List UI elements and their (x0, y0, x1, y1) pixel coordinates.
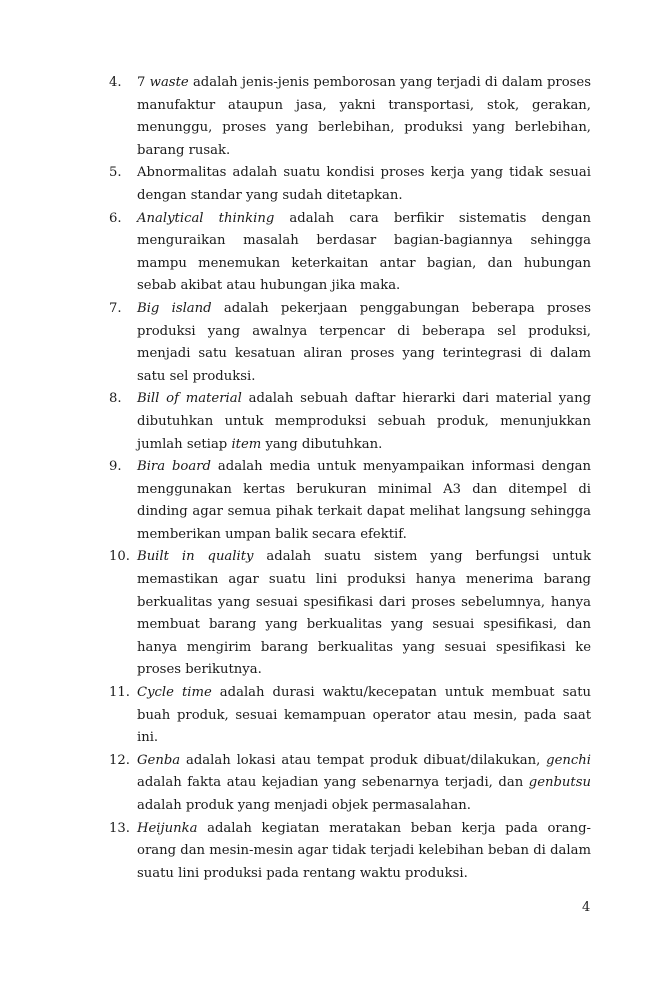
term: Bill of material (137, 391, 242, 407)
term: Heijunka (137, 820, 198, 836)
list-item (109, 298, 591, 388)
term: Big island (137, 300, 212, 316)
term: item (231, 436, 262, 452)
list-item (109, 682, 591, 750)
term: Cycle time (137, 685, 212, 701)
list-item (109, 750, 591, 818)
definition: adalah sebuah daftar hierarki dari material yang dibutuhkan untuk memproduksi sebuah produk, menunjukkan jumlah setiap (137, 391, 592, 452)
definition: adalah lokasi atau tempat produk dibuat/dilakukan, (180, 752, 547, 768)
term: genchi (546, 752, 591, 768)
term: Analytical thinking (137, 210, 275, 226)
list-item (109, 546, 591, 682)
definition: Abnormalitas adalah suatu kondisi proses kerja yang tidak sesuai dengan standar yang sudah ditetapkan. (137, 165, 591, 203)
item-number: 10. (109, 549, 130, 565)
term: Bira board (137, 459, 211, 475)
list-item (109, 818, 591, 886)
list-item (109, 388, 591, 456)
term: genbutsu (528, 775, 591, 791)
list-item (109, 456, 591, 546)
term-prefix: 7 (137, 75, 150, 90)
term: waste (149, 75, 189, 90)
item-number: 12. (109, 752, 130, 768)
list-item (109, 72, 591, 162)
definition: adalah pekerjaan penggabungan beberapa proses produksi yang awalnya terpencar di beberapa sel produksi, menjadi satu kesatuan aliran proses yang terintegrasi di dalam satu sel produksi. (137, 300, 591, 384)
item-number: 5. (109, 165, 122, 181)
item-number: 13. (109, 820, 130, 836)
item-number: 6. (109, 210, 122, 226)
list-item (109, 208, 591, 298)
item-number: 8. (109, 391, 122, 407)
definition: adalah media untuk menyampaikan informasi dengan menggunakan kertas berukuran minimal A3 dan ditempel di dinding agar semua pihak terkait dapat melihat langsung sehingga memberikan umpan balik secara efektif. (137, 459, 591, 542)
item-number: 4. (109, 75, 122, 90)
definition: adalah suatu sistem yang berfungsi untuk memastikan agar suatu lini produksi hanya menerima barang berkualitas yang sesuai spesifikasi dari proses sebelumnya, hanya membuat barang yang berkualitas yang sesuai spesifikasi, dan hanya mengirim barang berkualitas yang sesuai spesifikasi ke proses berikutnya. (137, 549, 591, 678)
definition: adalah kegiatan meratakan beban kerja pada orang-orang dan mesin-mesin agar tidak terjadi kelebihan beban di dalam suatu lini produksi pada rentang waktu produksi. (137, 820, 591, 881)
definition: adalah durasi waktu/kecepatan untuk membuat satu buah produk, sesuai kemampuan operator atau mesin, pada saat ini. (137, 685, 592, 746)
page-number: 4 (582, 900, 591, 915)
definition: adalah cara berfikir sistematis dengan menguraikan masalah berdasar bagian-bagiannya sehingga mampu menemukan keterkaitan antar bagian, dan hubungan sebab akibat atau hubungan jika maka. (137, 210, 591, 294)
term: Built in quality (137, 549, 254, 565)
item-number: 9. (109, 459, 122, 475)
definition: yang dibutuhkan. (261, 436, 383, 452)
definition: adalah fakta atau kejadian yang sebenarnya terjadi, dan (137, 775, 529, 791)
item-number: 7. (109, 300, 122, 316)
list-item (109, 162, 591, 207)
definition: adalah jenis-jenis pemborosan yang terjadi di dalam proses manufaktur ataupun jasa, yakni transportasi, stok, gerakan, menunggu, proses yang berlebihan, produksi yang berlebihan, barang rusak. (137, 75, 591, 158)
term: Genba (137, 752, 181, 768)
glossary-list (109, 72, 591, 885)
definition: adalah produk yang menjadi objek permasalahan. (137, 798, 471, 813)
item-number: 11. (109, 685, 130, 701)
